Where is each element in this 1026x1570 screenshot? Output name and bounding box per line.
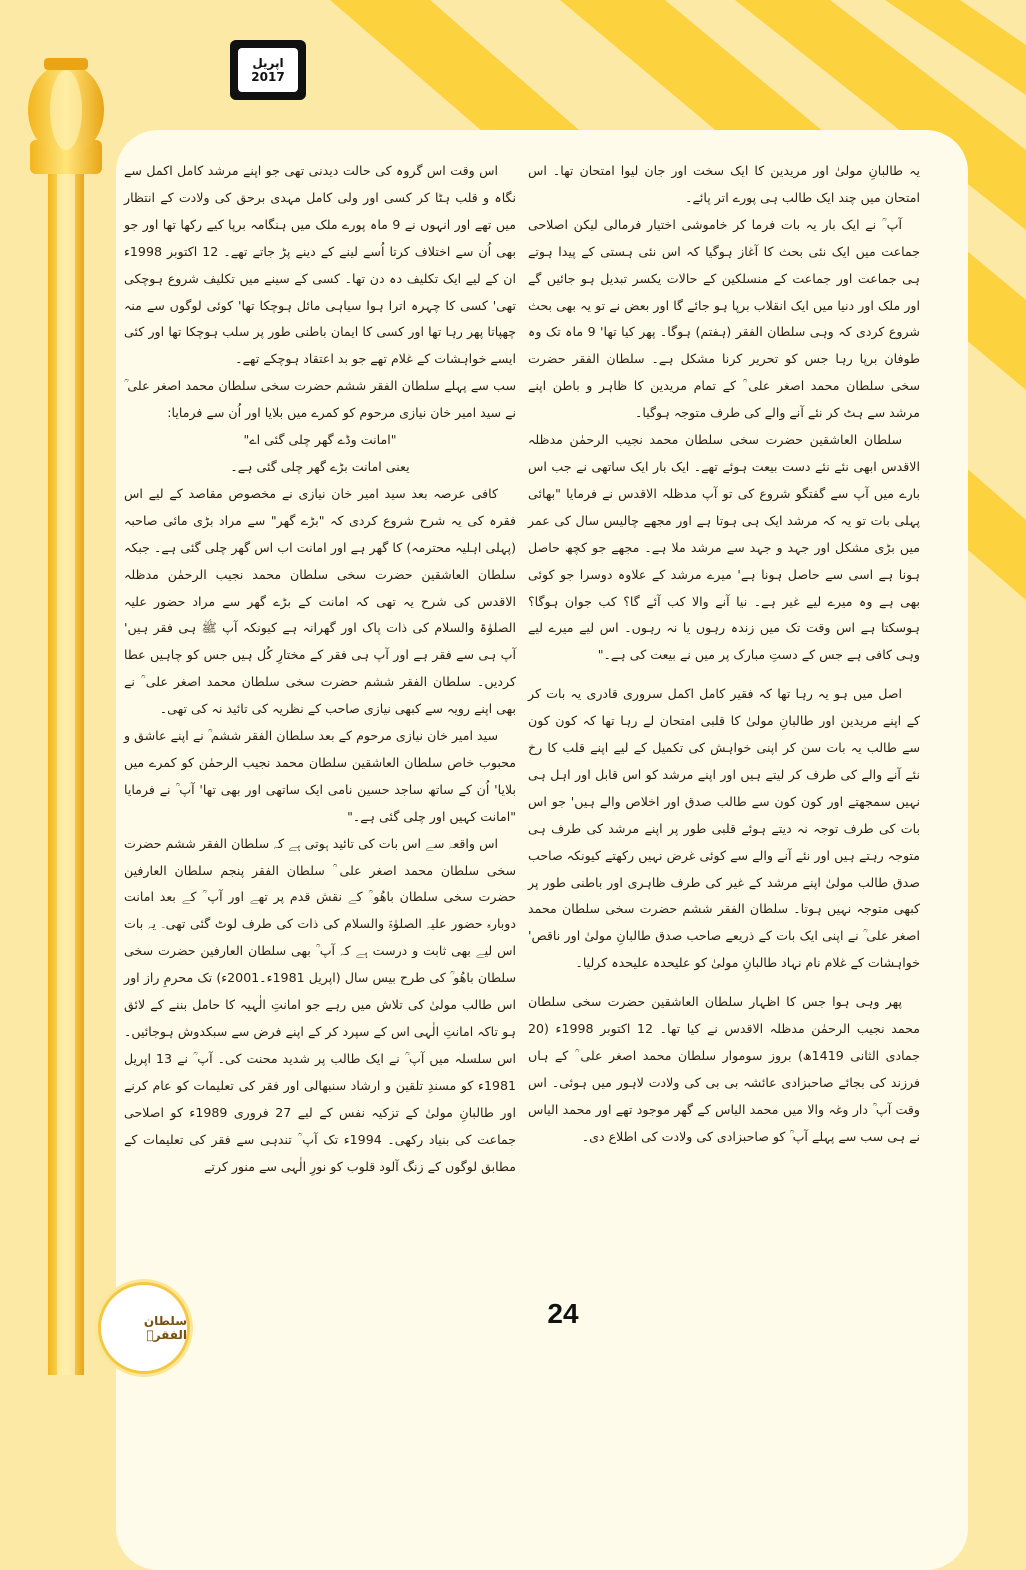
- paragraph: اس واقعہ سے اس بات کی تائید ہوتی ہے کہ سلطان الفقر ششم حضرت سخی سلطان محمد اصغر علی ؒ سلطان الفقر پنجم سلطان العارفین حضرت سخی سلطان باھُو ؒ کے نقش قدم پر تھے اور آپ ؒ کے بعد امانت دوبارہ حضور علیہ الصلوٰۃ والسلام کی ذات کی طرف لوٹ گئی تھی۔ یہ بات اس لیے بھی ثابت و درست ہے کہ آپ ؒ بھی سلطان العارفین حضرت سخی سلطان باھُو ؒ کی طرح بیس سال (اپریل 1981ء۔2001ء) تک محرمِ راز اور اس طالب مولیٰ کی تلاش میں رہے جو امانتِ الٰہیہ کا حامل بننے کے لائق ہو تاکہ امانتِ الٰہی اس کے سپرد کر کے اپنے فرض سے سبکدوش ہوجائیں۔ اس سلسلہ میں آپ ؒ نے ایک طالب پر شدید محنت کی۔ آپ ؒ نے 13 اپریل 1981ء کو مسندِ تلقین و ارشاد سنبھالی اور فقر کی تعلیمات کو عام کرنے اور طالبانِ مولیٰ کے تزکیہ نفس کے لیے 27 فروری 1989ء کو اصلاحی جماعت کی بنیاد رکھی۔ 1994ء تک آپ ؒ تندہی سے فقر کی تعلیمات کے مطابق لوگوں کے زنگ آلود قلوب کو نورِ الٰہی سے منور کرتے: [124, 835, 517, 1174]
- paragraph: پھر وہی ہوا جس کا اظہار سلطان العاشقین حضرت سخی سلطان محمد نجیب الرحمٰن مدظلہ الاقدس نے کیا تھا۔ 12 اکتوبر 1998ء (20 جمادی الثانی 1419ھ) بروز سوموار سلطان محمد اصغر علی ؒ کے ہاں فرزند کی بجائے صاحبزادی عائشہ بی بی کی ولادت لاہور میں ہوئی۔ اس وقت آپ ؒ دار وغہ والا میں محمد الیاس کے گھر موجود تھے اور محمد الیاس نے ہی سب سے پہلے آپ ؒ کو صاحبزادی کی ولادت کی اطلاع دی۔: [528, 994, 921, 1144]
- quote-translation: یعنی امانت بڑے گھر چلی گئی ہے۔: [230, 458, 410, 474]
- issue-month: اپریل: [252, 56, 284, 70]
- issue-year: 2017: [251, 70, 285, 84]
- page-number: 24: [547, 1298, 579, 1329]
- paragraph: سلطان العاشقین حضرت سخی سلطان محمد نجیب الرحمٰن مدظلہ الاقدس ابھی نئے نئے دست بیعت ہوئے تھے۔ ایک بار ایک ساتھی نے جب اس بارے میں آپ سے گفتگو شروع کی تو آپ مدظلہ الاقدس نے فرمایا "بھائی پہلی بات تو یہ کہ مرشد ایک ہی ہوتا ہے اور مجھے چالیس سال کی عمر میں بڑی مشکل اور جہد و جہد سے مرشد ملا ہے۔ مجھے جو کچھ حاصل ہونا ہے اسی سے حاصل ہونا ہے' میرے مرشد کے علاوہ دوسرا جو کوئی بھی ہے وہ میرے لیے غیر ہے۔ نیا آنے والا کب آئے گا؟ کب جوان ہوگا؟ ہوسکتا ہے اس وقت تک میں زندہ رہوں یا نہ رہوں۔ اس لیے میرے لیے وہی کافی ہے جس کے دستِ مبارک پر میں نے بیعت کی ہے۔": [528, 432, 920, 663]
- article-column-right: [528, 158, 920, 1151]
- paragraph: اس وقت اس گروہ کی حالت دیدنی تھی جو اپنے مرشد کامل اکمل سے نگاہ و قلب ہٹا کر کسی اور ولی کامل مہدی برحق کی ولادت کے انتظار میں تھے اور انہوں نے 9 ماہ پورے ملک میں ہنگامہ برپا کیے رکھا تھا اور جو بھی اُن سے اختلاف کرتا اُسے لینے کے دینے پڑ جاتے تھے۔ 12 اکتوبر 1998ء ان کے لیے ایک تکلیف دہ دن تھا۔ کسی کے سینے میں تکلیف شروع ہوچکی تھی' کسی کا چہرہ اترا ہوا سیاہی مائل ہوچکا تھا' کوئی لوگوں سے منہ چھپاتا پھر رہا تھا اور کسی کا ایمان باطنی طور پر سلب ہوچکا تھا اور کئی ایسے خواہشات کے غلام تھے جو بد اعتقاد ہوچکے تھے۔: [124, 163, 516, 367]
- quote: "امانت وڈے گھر چلی گئی اے": [243, 432, 397, 448]
- paragraph: سید امیر خان نیازی مرحوم کے بعد سلطان الفقر ششم ؒ نے اپنے عاشق و محبوب خاص سلطان العاشقین سلطان محمد نجیب الرحمٰن کو کمرے میں بلایا' اُن کے ساتھ ساجد حسین نامی ایک ساتھی اور بھی تھا' آپ ؒ نے فرمایا "امانت کہیں اور چلی گئی ہے۔": [124, 728, 516, 824]
- issue-date-badge: [230, 40, 306, 100]
- paragraph: کافی عرصہ بعد سید امیر خان نیازی نے مخصوص مقاصد کے لیے اس فقرہ کی یہ شرح شروع کردی کہ "بڑے گھر" سے مراد بڑی مائی صاحبہ (پہلی اہلیہ محترمہ) کا گھر ہے اور امانت اب اس گھر چلی گئی ہے۔ جبکہ سلطان العاشقین حضرت سخی سلطان محمد نجیب الرحمٰن مدظلہ الاقدس کی شرح یہ تھی کہ امانت کے بڑے گھر سے مراد حضور علیہ الصلوٰۃ والسلام کی ذات پاک اور گھرانہ ہے کیونکہ آپ ﷺ ہی فقر ہیں' آپ ہی سے فقر ہے اور آپ ہی فقر کے مختارِ کُل ہیں جس کو چاہیں عطا کردیں۔ سلطان الفقر ششم حضرت سخی سلطان محمد اصغر علی ؒ نے بھی اپنے رویہ سے کبھی نیازی صاحب کے نظریہ کی تائید نہ کی تھی۔: [124, 485, 516, 717]
- paragraph: یہ طالبانِ مولیٰ اور مریدین کا ایک سخت اور جان لیوا امتحان تھا۔ اس امتحان میں چند ایک طالب ہی پورے اتر پائے۔: [528, 163, 920, 205]
- magazine-logo-text: سلطان الفقرؒ: [143, 1314, 187, 1342]
- paragraph: سب سے پہلے سلطان الفقر ششم حضرت سخی سلطان محمد اصغر علی ؒ نے سید امیر خان نیازی مرحوم کو کمرے میں بلایا اور اُن سے فرمایا:: [124, 378, 516, 421]
- article-column-left: [124, 158, 516, 1180]
- magazine-logo: [98, 1282, 190, 1374]
- paragraph: آپ ؒ نے ایک بار یہ بات فرما کر خاموشی اختیار فرمالی لیکن اصلاحی جماعت میں ایک نئی بحث کا آغاز ہوگیا کہ اس نئی ہستی کے پیدا ہوتے ہی جماعت اور جماعت کے منسلکین کے حالات یکسر تبدیل ہو جائیں گے اور ملک اور دنیا میں ایک انقلاب برپا ہو جائے گا اور بعض نے تو یہ بھی بحث شروع کردی کہ وہی سلطان الفقر (ہفتم) ہوگا۔ پھر کیا تھا' 9 ماہ تک وہ طوفان برپا رہا جس کو تحریر کرنا مشکل ہے۔ سلطان الفقر حضرت سخی سلطان محمد اصغر علی ؒ کے تمام مریدین کا ظاہر و باطن اپنے مرشد سے ہٹ کر نئے آنے والے کی طرف متوجہ ہوگیا۔: [528, 216, 920, 421]
- paragraph: اصل میں ہو یہ رہا تھا کہ فقیر کامل اکمل سروری قادری یہ بات کر کے اپنے مریدین اور طالبانِ مولیٰ کا قلبی امتحان لے رہا تھا کہ کون کون سے طالب یہ بات سن کر اپنی خواہش کی تکمیل کے لیے اپنے قلب کا رخ نئے آنے والے کی طرف کر لیتے ہیں اور اپنے مرشد کو اس قابل اور اہل ہی نہیں سمجھتے اور کون کون سے طالب صدق اور اخلاص والے ہیں' جو اس بات کی طرف توجہ نہ دیتے ہوئے قلبی طور پر اپنے مرشد کی طرف ہی متوجہ رہتے ہیں اور نئے آنے والے سے کوئی غرض نہیں رکھتے کیونکہ صاحب صدق طالب مولیٰ اپنے مرشد کے غیر کی طرف ظاہری اور باطنی طور پر کبھی متوجہ نہیں ہوتا۔ سلطان الفقر ششم حضرت سخی سلطان محمد اصغر علی ؒ نے اپنی ایک بات کے ذریعے صاحب صدق طالبانِ مولیٰ اور ناقص' خواہشات کے غلام نام نہاد طالبانِ مولیٰ کو علیحدہ علیحدہ کرلیا۔: [528, 686, 920, 971]
